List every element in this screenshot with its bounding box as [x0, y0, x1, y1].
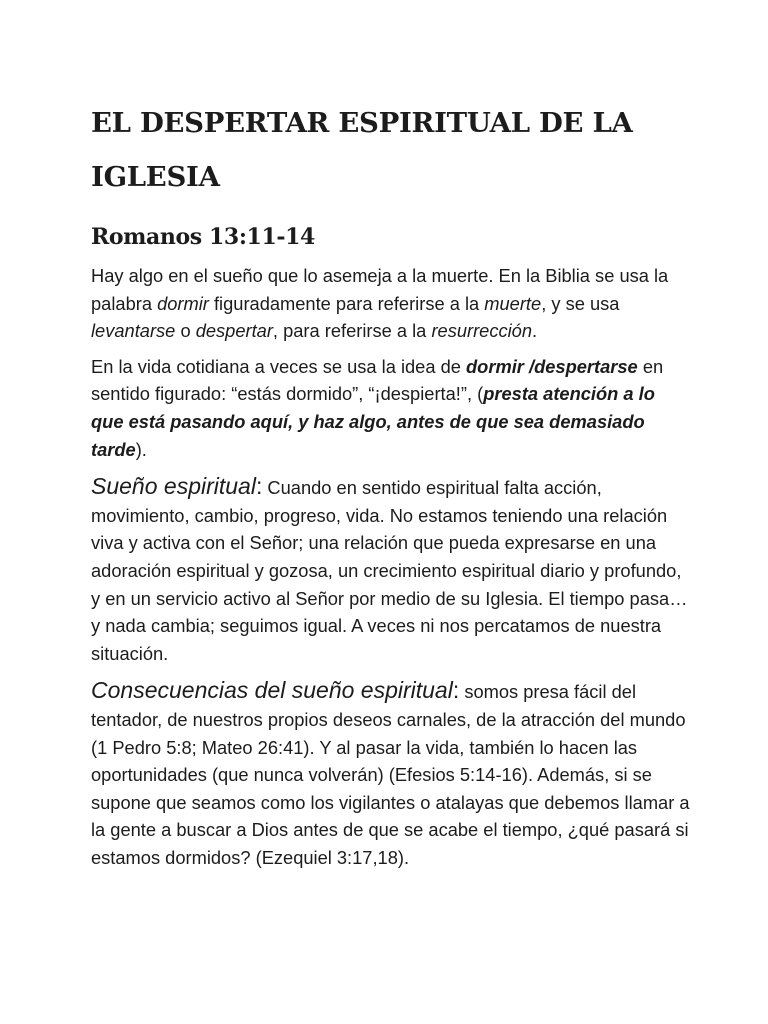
- scripture-reference: Romanos 13:11-14: [91, 224, 315, 250]
- italic-term: muerte: [484, 292, 542, 314]
- lead-colon: :: [255, 473, 263, 500]
- italic-term: despertar: [195, 320, 273, 342]
- text-run: figuradamente para referirse a la: [208, 292, 485, 314]
- document-title: EL DESPERTAR ESPIRITUAL DE LA IGLESIA: [91, 107, 633, 193]
- text-run: o: [175, 320, 196, 342]
- bold-italic-phrase: presta atención a lo que está pasando aquí, y haz algo, antes de que sea demasiado tarde: [91, 383, 655, 460]
- section-lead-spiritual-sleep: Sueño espiritual: [91, 473, 256, 500]
- text-run: Hay algo en el sueño que lo asemeja a la muerte. En la Biblia se usa la palabra: [91, 265, 669, 314]
- lead-colon: :: [452, 677, 460, 704]
- text-run: Cuando en sentido espiritual falta acción, movimiento, cambio, progreso, vida. No estamos teniendo una relación viva y activa con el Señor; una relación que pueda expresarse en una adoración espiritual y gozosa, un crecimiento espiritual diario y profundo, y en un servicio activo al Señor por medio de su Iglesia. El tiempo pasa… y nada cambia; seguimos igual. A veces ni nos percatamos de nuestra situación.: [91, 477, 688, 664]
- section-lead-consequences: Consecuencias del sueño espiritual: [91, 677, 453, 704]
- italic-term: dormir: [157, 292, 209, 314]
- paragraph-figurative: [91, 353, 691, 463]
- text-run: .: [532, 320, 538, 342]
- bold-italic-term: dormir /despertarse: [466, 355, 638, 377]
- paragraph-spiritual-sleep: [91, 473, 691, 667]
- text-run: En la vida cotidiana a veces se usa la idea de: [91, 355, 467, 377]
- text-run: , para referirse a la: [272, 320, 432, 342]
- document-page: [91, 96, 691, 879]
- paragraph-consequences: [91, 677, 691, 871]
- text-run: en sentido figurado: “estás dormido”, “¡despierta!”, (: [91, 355, 664, 405]
- text-run: , y se usa: [541, 292, 620, 314]
- italic-term: levantarse: [91, 320, 176, 342]
- italic-term: resurrección: [431, 320, 533, 342]
- text-run: ).: [135, 438, 147, 460]
- text-run: somos presa fácil del tentador, de nuestros propios deseos carnales, de la atracción del mundo (1 Pedro 5:8; Mateo 26:41). Y al pasar la vida, también lo hacen las oportunidades (que nunca volverán) (Efesios 5:14-16). Además, si se supone que seamos como los vigilantes o atalayas que debemos llamar a la gente a buscar a Dios antes de que se acabe el tiempo, ¿qué pasará si estamos dormidos? (Ezequiel 3:17,18).: [91, 681, 690, 868]
- paragraph-intro: [91, 262, 691, 345]
